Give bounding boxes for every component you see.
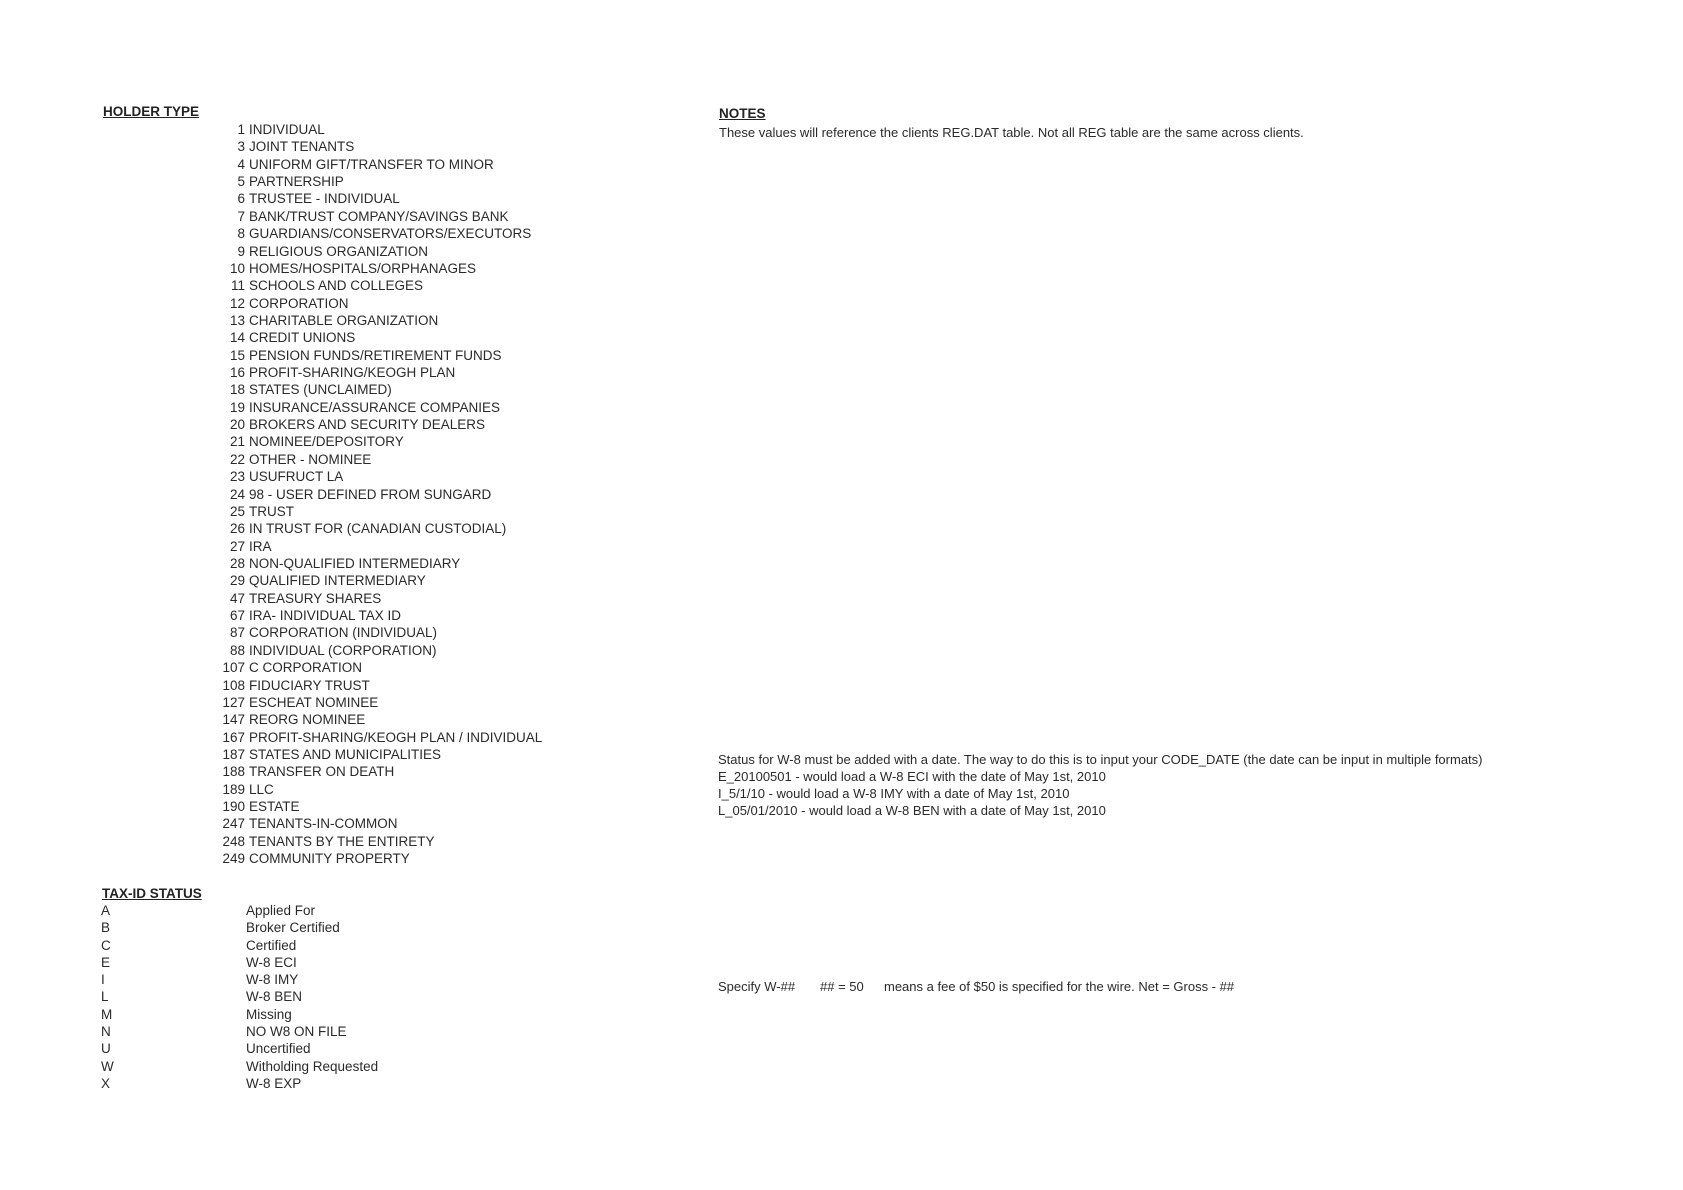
holder-type-row (206, 312, 566, 329)
tax-id-status-code: N (101, 1024, 111, 1040)
tax-id-status-code: B (101, 920, 111, 936)
holder-type-code: 147 (222, 712, 245, 728)
holder-type-label: CHARITABLE ORGANIZATION (249, 312, 439, 328)
holder-type-row (206, 121, 566, 138)
holder-type-heading: HOLDER TYPE (103, 104, 200, 119)
tax-id-status-row (101, 1006, 461, 1023)
tax-id-status-code: C (101, 937, 111, 953)
tax-id-status-row (101, 988, 461, 1005)
holder-type-code: 189 (222, 781, 245, 797)
holder-type-row (206, 433, 566, 450)
w8-example-eci: E_20100501 - would load a W-8 ECI with the date of May 1st, 2010 (718, 769, 1106, 784)
holder-type-label: TRUST (249, 503, 294, 519)
holder-type-row (206, 295, 566, 312)
tax-id-status-heading: TAX-ID STATUS (102, 886, 202, 901)
tax-id-status-label: Uncertified (246, 1041, 311, 1057)
tax-id-status-code: L (101, 989, 109, 1005)
holder-type-row (206, 555, 566, 572)
reference-note: These values will reference the clients REG.DAT table. Not all REG table are the same across clients. (719, 125, 1304, 140)
holder-type-row (206, 347, 566, 364)
holder-type-label: IN TRUST FOR (CANADIAN CUSTODIAL) (249, 521, 507, 537)
fee-note-explanation: means a fee of $50 is specified for the wire. Net = Gross - ## (884, 979, 1235, 994)
holder-type-label: PROFIT-SHARING/KEOGH PLAN (249, 365, 456, 381)
holder-type-label: TREASURY SHARES (249, 590, 382, 606)
holder-type-row (206, 694, 566, 711)
holder-type-code: 188 (222, 764, 245, 780)
holder-type-label: CORPORATION (INDIVIDUAL) (249, 625, 438, 641)
holder-type-code: 18 (229, 382, 245, 398)
holder-type-code: 22 (229, 451, 245, 467)
holder-type-code: 25 (229, 503, 245, 519)
tax-id-status-label: Applied For (246, 903, 316, 918)
holder-type-row (206, 798, 566, 815)
holder-type-row (206, 624, 566, 641)
holder-type-row (206, 138, 566, 155)
holder-type-code: 21 (229, 434, 245, 450)
holder-type-row (206, 243, 566, 260)
holder-type-code: 12 (229, 295, 245, 311)
tax-id-status-row (101, 971, 461, 988)
holder-type-row (206, 486, 566, 503)
holder-type-row (206, 329, 566, 346)
holder-type-list (206, 121, 566, 867)
holder-type-code: 127 (222, 694, 245, 710)
tax-id-status-code: E (101, 954, 111, 970)
holder-type-row (206, 208, 566, 225)
holder-type-row (206, 590, 566, 607)
holder-type-row (206, 781, 566, 798)
holder-type-row (206, 607, 566, 624)
tax-id-status-label: Broker Certified (246, 920, 340, 936)
holder-type-label: FIDUCIARY TRUST (249, 677, 370, 693)
holder-type-code: 15 (229, 347, 245, 363)
holder-type-label: INDIVIDUAL (249, 122, 325, 137)
holder-type-row (206, 572, 566, 589)
holder-type-code: 13 (229, 312, 245, 328)
holder-type-label: REORG NOMINEE (249, 712, 366, 728)
holder-type-code: 249 (222, 851, 245, 867)
holder-type-label: SCHOOLS AND COLLEGES (249, 278, 424, 294)
fee-note-label: Specify W-## (718, 979, 796, 994)
holder-type-code: 19 (229, 399, 245, 415)
holder-type-code: 11 (230, 278, 245, 294)
holder-type-label: OTHER - NOMINEE (249, 451, 372, 467)
holder-type-row (206, 173, 566, 190)
holder-type-label: STATES AND MUNICIPALITIES (249, 746, 442, 762)
holder-type-code: 24 (229, 486, 245, 502)
holder-type-row (206, 260, 566, 277)
holder-type-row (206, 364, 566, 381)
holder-type-code: 10 (229, 260, 245, 276)
holder-type-label: TENANTS-IN-COMMON (249, 816, 398, 832)
holder-type-code: 108 (222, 677, 245, 693)
holder-type-label: HOMES/HOSPITALS/ORPHANAGES (249, 260, 477, 276)
tax-id-status-row (101, 1058, 461, 1075)
holder-type-label: IRA (249, 538, 272, 554)
holder-type-label: QUALIFIED INTERMEDIARY (249, 573, 426, 589)
holder-type-label: COMMUNITY PROPERTY (249, 851, 410, 867)
holder-type-label: BANK/TRUST COMPANY/SAVINGS BANK (249, 208, 509, 224)
holder-type-row (206, 520, 566, 537)
holder-type-row (206, 815, 566, 832)
holder-type-label: ESTATE (249, 799, 300, 815)
holder-type-row (206, 416, 566, 433)
holder-type-row (206, 399, 566, 416)
holder-type-code: 16 (229, 365, 245, 381)
holder-type-row (206, 642, 566, 659)
holder-type-row (206, 156, 566, 173)
holder-type-code: 167 (222, 729, 245, 745)
holder-type-label: IRA- INDIVIDUAL TAX ID (249, 608, 402, 624)
holder-type-label: PROFIT-SHARING/KEOGH PLAN / INDIVIDUAL (249, 729, 543, 745)
holder-type-label: GUARDIANS/CONSERVATORS/EXECUTORS (249, 226, 532, 242)
holder-type-code: 248 (222, 833, 245, 849)
tax-id-status-label: W-8 BEN (246, 989, 303, 1005)
holder-type-label: C CORPORATION (249, 660, 363, 676)
holder-type-row (206, 468, 566, 485)
holder-type-row (206, 659, 566, 676)
holder-type-label: RELIGIOUS ORGANIZATION (249, 243, 429, 259)
holder-type-row (206, 538, 566, 555)
tax-id-status-row (101, 1023, 461, 1040)
holder-type-row (206, 711, 566, 728)
tax-id-status-code: A (101, 903, 111, 918)
tax-id-status-row (101, 1075, 461, 1092)
holder-type-code: 1 (237, 122, 245, 137)
holder-type-code: 7 (237, 208, 245, 224)
tax-id-status-row (101, 937, 461, 954)
holder-type-code: 107 (222, 660, 245, 676)
holder-type-label: 98 - USER DEFINED FROM SUNGARD (249, 486, 492, 502)
holder-type-label: TRANSFER ON DEATH (249, 764, 395, 780)
holder-type-label: INDIVIDUAL (CORPORATION) (249, 642, 437, 658)
w8-example-ben: L_05/01/2010 - would load a W-8 BEN with a date of May 1st, 2010 (718, 803, 1106, 818)
holder-type-row (206, 763, 566, 780)
tax-id-status-code: I (101, 972, 105, 988)
holder-type-label: PENSION FUNDS/RETIREMENT FUNDS (249, 347, 502, 363)
holder-type-code: 20 (229, 417, 245, 433)
holder-type-row (206, 225, 566, 242)
holder-type-code: 5 (237, 174, 245, 190)
tax-id-status-row (101, 902, 461, 919)
holder-type-code: 187 (222, 746, 245, 762)
holder-type-code: 9 (237, 243, 245, 259)
holder-type-label: NON-QUALIFIED INTERMEDIARY (249, 555, 461, 571)
holder-type-label: STATES (UNCLAIMED) (249, 382, 392, 398)
tax-id-status-label: NO W8 ON FILE (246, 1024, 347, 1040)
holder-type-row (206, 503, 566, 520)
holder-type-row (206, 833, 566, 850)
tax-id-status-label: Witholding Requested (246, 1058, 379, 1074)
tax-id-status-row (101, 919, 461, 936)
holder-type-label: JOINT TENANTS (249, 139, 355, 155)
holder-type-code: 3 (237, 139, 245, 155)
holder-type-label: PARTNERSHIP (249, 174, 344, 190)
holder-type-row (206, 451, 566, 468)
tax-id-status-code: M (101, 1006, 113, 1022)
holder-type-code: 23 (229, 469, 245, 485)
holder-type-label: NOMINEE/DEPOSITORY (249, 434, 404, 450)
holder-type-code: 26 (229, 521, 245, 537)
holder-type-row (206, 190, 566, 207)
holder-type-row (206, 381, 566, 398)
tax-id-status-list (101, 902, 461, 1092)
w8-status-instruction: Status for W-8 must be added with a date. The way to do this is to input your CODE_DATE (the date can be input in multiple formats) (718, 752, 1483, 767)
tax-id-status-label: Certified (246, 937, 297, 953)
holder-type-code: 14 (229, 330, 245, 346)
holder-type-code: 27 (229, 538, 245, 554)
holder-type-label: CORPORATION (249, 295, 349, 311)
tax-id-status-row (101, 954, 461, 971)
fee-note-example: ## = 50 (820, 979, 864, 994)
holder-type-label: LLC (249, 781, 274, 797)
holder-type-label: TENANTS BY THE ENTIRETY (249, 833, 435, 849)
w8-example-imy: I_5/1/10 - would load a W-8 IMY with a date of May 1st, 2010 (718, 786, 1070, 801)
holder-type-label: USUFRUCT LA (249, 469, 344, 485)
holder-type-code: 47 (229, 590, 245, 606)
holder-type-label: TRUSTEE - INDIVIDUAL (249, 191, 400, 207)
holder-type-code: 190 (222, 799, 245, 815)
holder-type-row (206, 746, 566, 763)
holder-type-code: 67 (229, 608, 245, 624)
holder-type-code: 4 (237, 156, 245, 172)
tax-id-status-label: W-8 ECI (246, 954, 297, 970)
holder-type-code: 6 (237, 191, 245, 207)
holder-type-label: UNIFORM GIFT/TRANSFER TO MINOR (249, 156, 494, 172)
holder-type-code: 29 (229, 573, 245, 589)
holder-type-label: BROKERS AND SECURITY DEALERS (249, 417, 486, 433)
holder-type-label: ESCHEAT NOMINEE (249, 694, 379, 710)
tax-id-status-code: X (101, 1075, 111, 1091)
holder-type-row (206, 277, 566, 294)
tax-id-status-label: W-8 IMY (246, 972, 299, 988)
notes-heading: NOTES (719, 106, 766, 121)
holder-type-row (206, 677, 566, 694)
tax-id-status-row (101, 1040, 461, 1057)
holder-type-code: 247 (222, 816, 245, 832)
holder-type-label: CREDIT UNIONS (249, 330, 356, 346)
holder-type-code: 28 (229, 555, 245, 571)
tax-id-status-code: U (101, 1041, 111, 1057)
holder-type-row (206, 850, 566, 867)
tax-id-status-label: W-8 EXP (246, 1075, 302, 1091)
holder-type-code: 87 (229, 625, 245, 641)
holder-type-row (206, 729, 566, 746)
holder-type-label: INSURANCE/ASSURANCE COMPANIES (249, 399, 501, 415)
tax-id-status-code: W (101, 1058, 114, 1074)
tax-id-status-label: Missing (246, 1006, 292, 1022)
holder-type-code: 8 (237, 226, 245, 242)
holder-type-code: 88 (229, 642, 245, 658)
